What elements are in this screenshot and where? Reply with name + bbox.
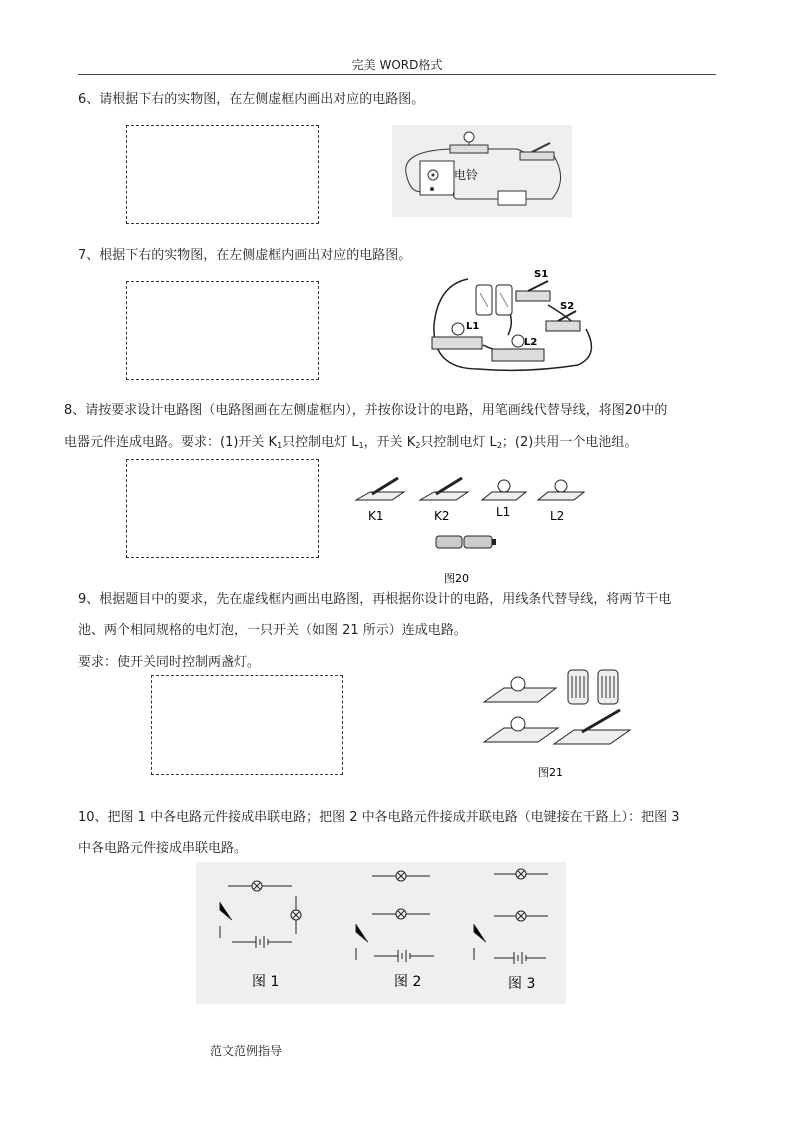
q8-label-k1: K1 bbox=[368, 509, 384, 523]
q10-figure-3 bbox=[474, 869, 548, 992]
q8-label-k2: K2 bbox=[434, 509, 450, 523]
q8-lamp-l1 bbox=[482, 480, 526, 500]
q7-circuit-photo bbox=[428, 265, 598, 377]
q8-components-figure bbox=[352, 470, 592, 588]
q8-text-line1: 8、请按要求设计电路图（电路图画在左侧虚框内），并按你设计的电路，用笔画线代替导线，将图20中的 bbox=[64, 403, 668, 418]
q9-text-line2: 池、两个相同规格的电灯泡，一只开关（如图 21 所示）连成电路。 bbox=[78, 623, 467, 638]
q7-label-l1: L1 bbox=[466, 321, 480, 332]
q10-text-line2: 中各电路元件接成串联电路。 bbox=[78, 841, 248, 856]
q7-label-l2: L2 bbox=[524, 337, 538, 348]
q9-battery-1 bbox=[568, 670, 588, 704]
q6-text: 6、请根据下右的实物图，在左侧虚框内画出对应的电路图。 bbox=[78, 92, 425, 107]
q6-answer-box bbox=[126, 125, 319, 224]
q9-answer-box bbox=[151, 675, 343, 775]
q9-text-line1: 9、根据题目中的要求，先在虚线框内画出电路图，再根据你设计的电路，用线条代替导线，将两节干电 bbox=[78, 592, 672, 607]
q8-text-line2: 电器元件连成电路。要求：(1)开关 $K_1$只控制电灯 $L_1$，开关 $K_2$只控制电灯 $L_2$；(2)共用一个电池组。 bbox=[64, 435, 638, 450]
q8-battery-pack bbox=[436, 536, 496, 548]
q10-figure-2 bbox=[356, 871, 434, 990]
q8-switch-k1 bbox=[356, 478, 404, 500]
q10-text-line1: 10、把图 1 中各电路元件接成串联电路；把图 2 中各电路元件接成并联电路（电键接在干路上）：把图 3 bbox=[78, 810, 680, 825]
q9-switch bbox=[554, 710, 630, 744]
q9-components-figure bbox=[478, 664, 648, 782]
q10-figure-1 bbox=[220, 881, 301, 990]
q8-lamp-l2 bbox=[538, 480, 584, 500]
q8-answer-box bbox=[126, 459, 319, 558]
q7-text: 7、根据下右的实物图，在左侧虚框内画出对应的电路图。 bbox=[78, 248, 412, 263]
q7-label-s2: S2 bbox=[560, 301, 575, 312]
q10-figure-2-label: 图 2 bbox=[394, 974, 422, 990]
header-rule bbox=[78, 74, 716, 75]
page-header: 完美 WORD格式 bbox=[351, 58, 443, 72]
q9-lamp-upper bbox=[484, 677, 556, 702]
q10-figure-1-label: 图 1 bbox=[252, 974, 280, 990]
q6-circuit-photo bbox=[392, 125, 572, 217]
q9-text-line3: 要求：使开关同时控制两盏灯。 bbox=[78, 655, 261, 670]
q8-figure-caption: 图20 bbox=[444, 572, 469, 585]
q7-answer-box bbox=[126, 281, 319, 380]
q9-battery-2 bbox=[598, 670, 618, 704]
q9-lamp-lower bbox=[484, 717, 558, 742]
q6-bell-label: 电铃 bbox=[454, 168, 479, 182]
q9-figure-caption: 图21 bbox=[538, 766, 563, 779]
q7-label-s1: S1 bbox=[534, 269, 549, 280]
q8-switch-k2 bbox=[420, 478, 468, 500]
q8-label-l1: L1 bbox=[496, 505, 511, 519]
q10-figures-panel bbox=[196, 862, 566, 1004]
q8-label-l2: L2 bbox=[550, 509, 565, 523]
page-footer: 范文范例指导 bbox=[210, 1044, 283, 1058]
q10-figure-3-label: 图 3 bbox=[508, 976, 536, 992]
